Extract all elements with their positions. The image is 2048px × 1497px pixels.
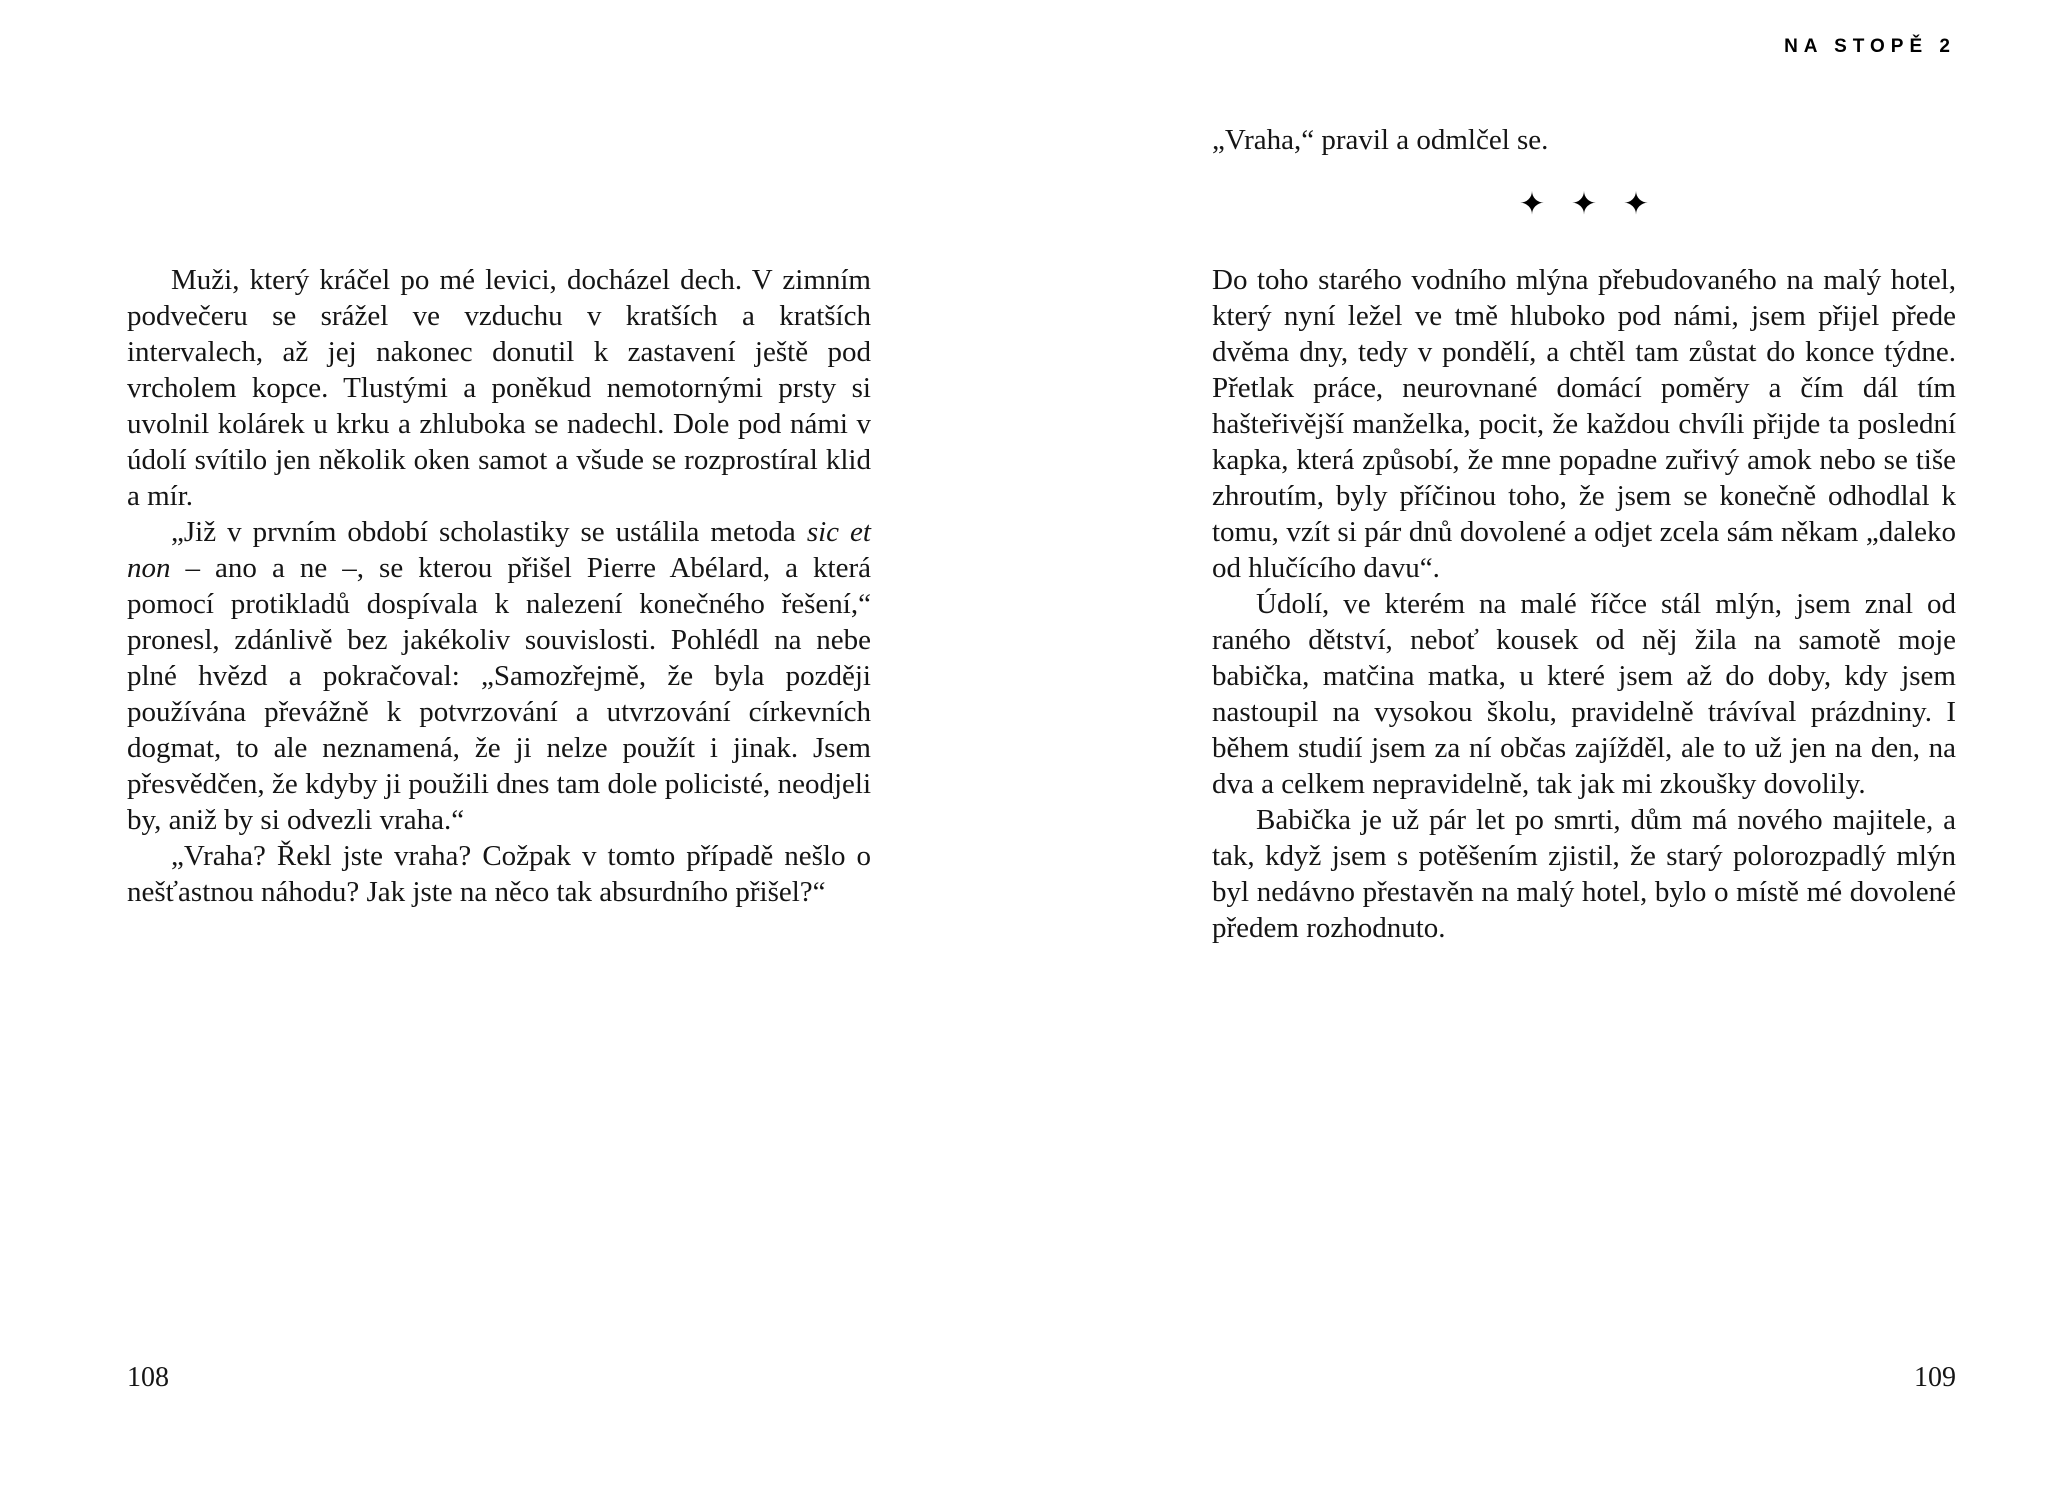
italic-latin-phrase: sic et non [127, 516, 871, 584]
paragraph: Muži, který kráčel po mé levici, docházel dech. V zimním podvečeru se srážel ve vzduchu v kratších a kratších intervalech, až jej nakonec donutil k zastavení ještě pod vrcholem kopce. Tlustými a poněkud nemotornými prsty si uvolnil kolárek u krku a zhluboka se nadechl. Dole pod námi v údolí svítilo jen několik oken samot a všude se rozprostíral klid a mír. [127, 264, 871, 512]
paragraph: Do toho starého vodního mlýna přebudovaného na malý hotel, který nyní ležel ve tmě hluboko pod námi, jsem přijel přede dvěma dny, tedy v pondělí, a chtěl tam zůstat do konce týdne. Přetlak práce, neurovnané domácí poměry a čím dál tím hašteřivější manželka, pocit, že každou chvíli přijde ta poslední kapka, která způsobí, že mne popadne zuřivý amok nebo se tiše zhroutím, byly příčinou toho, že jsem se konečně odhodlal k tomu, vzít si pár dnů dovolené a odjet zcela sám někam „daleko od hlučícího davu“. [1212, 264, 1956, 584]
opening-line: „Vraha,“ pravil a odmlčel se. [1212, 124, 1549, 156]
right-text-column [1212, 262, 1956, 946]
running-header: NA STOPĚ 2 [1784, 36, 1956, 57]
left-text-column [127, 262, 871, 910]
paragraph-text: „Již v prvním období scholastiky se ustálila metoda [171, 516, 807, 548]
four-pointed-star-icon: ✦ [1571, 186, 1597, 222]
paragraph [127, 514, 871, 838]
paragraph: Údolí, ve kterém na malé říčce stál mlýn, jsem znal od raného dětství, neboť kousek od něj žila na samotě moje babička, matčina matka, u které jsem až do doby, kdy jsem nastoupil na vysokou školu, pravidelně trávíval prázdniny. I během studií jsem za ní občas zajížděl, ale to už jen na den, na dva a celkem nepravidelně, tak jak mi zkoušky dovolily. [1212, 588, 1956, 800]
paragraph: Babička je už pár let po smrti, dům má nového majitele, a tak, když jsem s potěšením zjistil, že starý polorozpadlý mlýn byl nedávno přestavěn na malý hotel, bylo o místě mé dovolené předem rozhodnuto. [1212, 804, 1956, 944]
four-pointed-star-icon: ✦ [1622, 186, 1649, 222]
page-number-left: 108 [127, 1362, 169, 1393]
section-divider [1212, 186, 1956, 222]
paragraph: „Vraha? Řekl jste vraha? Cožpak v tomto případě nešlo o nešťastnou náhodu? Jak jste na něco tak absurdního přišel?“ [127, 840, 871, 908]
page-number-right: 109 [1914, 1362, 1956, 1393]
four-pointed-star-icon: ✦ [1519, 186, 1545, 222]
paragraph-text: – ano a ne –, se kterou přišel Pierre Abélard, a která pomocí protikladů dospívala k nalezení konečného řešení,“ pronesl, zdánlivě bez jakékoliv souvislosti. Pohlédl na nebe plné hvězd a pokračoval: „Samozřejmě, že byla později používána převážně k potvrzování a utvrzování církevních dogmat, to ale neznamená, že ji nelze použít i jinak. Jsem přesvědčen, že kdyby ji použili dnes tam dole policisté, neodjeli by, aniž by si odvezli vraha.“ [127, 552, 871, 836]
